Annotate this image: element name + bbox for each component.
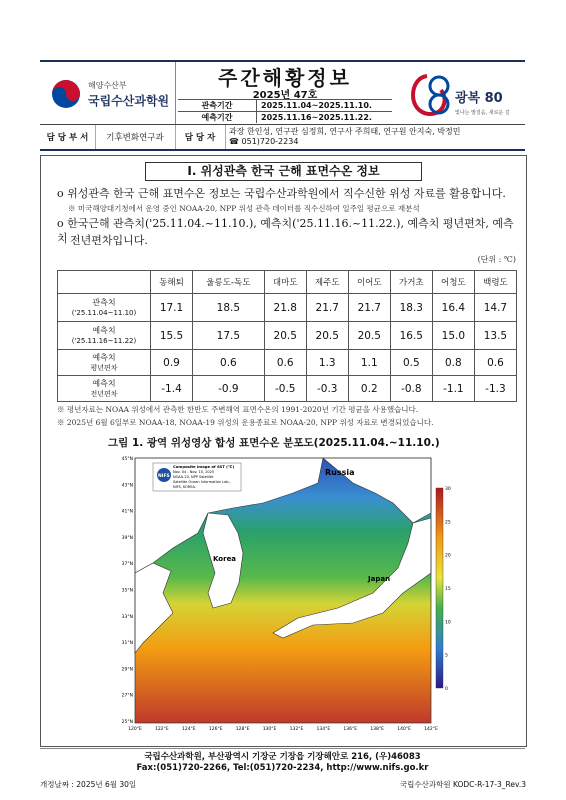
staff-phone: ☎ 051)720-2234 bbox=[229, 137, 299, 146]
latitude-label: 27°N bbox=[121, 693, 133, 699]
column-header: 제주도 bbox=[306, 271, 348, 294]
column-header: 어청도 bbox=[432, 271, 474, 294]
liberation-80-badge-icon bbox=[405, 68, 525, 124]
latitude-label: 43°N bbox=[121, 483, 133, 489]
table-header-row bbox=[58, 271, 517, 294]
latitude-label: 31°N bbox=[121, 641, 133, 647]
row-label-main: 예측치 bbox=[92, 325, 116, 335]
table-cell: 0.6 bbox=[264, 350, 306, 376]
period-table bbox=[178, 99, 392, 123]
fc-period-label: 예측기간 bbox=[178, 112, 257, 124]
table-cell: 15.0 bbox=[432, 322, 474, 350]
table-cell: 17.1 bbox=[151, 294, 193, 322]
row-label-sub: 전년편차 bbox=[90, 389, 118, 398]
latitude-ticks bbox=[122, 456, 133, 725]
legend-line-3: NOAA-20, NPP Satellite bbox=[173, 475, 214, 479]
longitude-label: 130°E bbox=[262, 727, 277, 732]
table-cell: 20.5 bbox=[264, 322, 306, 350]
longitude-label: 124°E bbox=[181, 727, 196, 732]
table-cell: -1.1 bbox=[432, 376, 474, 402]
unit-label: (단위 : ℃) bbox=[477, 255, 516, 264]
colorbar-tick-label: 5 bbox=[445, 653, 448, 659]
row-label bbox=[58, 294, 151, 322]
colorbar-tick-label: 10 bbox=[445, 620, 451, 626]
longitude-label: 128°E bbox=[235, 727, 250, 732]
longitude-label: 120°E bbox=[128, 727, 142, 732]
table-cell: 17.5 bbox=[193, 322, 265, 350]
longitude-ticks bbox=[128, 726, 438, 732]
table-cell: -0.9 bbox=[193, 376, 265, 402]
latitude-label: 25°N bbox=[121, 720, 133, 725]
legend-title: Composite image of SST (℃) bbox=[173, 464, 235, 469]
longitude-label: 140°E bbox=[397, 727, 411, 732]
section-title: I. 위성관측 한국 근해 표면수온 정보 bbox=[145, 162, 422, 181]
sst-table bbox=[57, 270, 517, 402]
column-header: 울릉도-독도 bbox=[193, 271, 265, 294]
latitude-label: 35°N bbox=[121, 588, 133, 594]
institute-name: 국립수산과학원 bbox=[88, 94, 170, 108]
table-cell: 21.7 bbox=[306, 294, 348, 322]
row-label-main: 관측치 bbox=[92, 297, 116, 307]
longitude-label: 126°E bbox=[208, 727, 223, 732]
column-header: 동해퇴 bbox=[151, 271, 193, 294]
table-row bbox=[58, 322, 517, 350]
column-header: 이어도 bbox=[348, 271, 390, 294]
row-label bbox=[58, 322, 151, 350]
label-japan: Japan bbox=[368, 575, 391, 583]
note-1: ※ 미국해양대기청에서 운영 중인 NOAA-20, NPP 위성 관측 데이터를 직수신하여 일주일 평균으로 재분석 bbox=[68, 204, 420, 213]
badge-subtext: 빛나는 발걸음, 새로운 길 bbox=[455, 110, 510, 116]
nifs-text: NIFS bbox=[158, 474, 170, 479]
footer bbox=[40, 748, 525, 774]
footer-address: 국립수산과학원, 부산광역시 기장군 기장읍 기장해안로 216, (우)46083 bbox=[144, 752, 421, 762]
table-cell: 18.3 bbox=[390, 294, 432, 322]
latitude-label: 37°N bbox=[121, 562, 133, 568]
table-cell: -0.5 bbox=[264, 376, 306, 402]
colorbar-tick-label: 0 bbox=[445, 687, 448, 692]
dept-value: 기후변화연구과 bbox=[95, 125, 176, 149]
row-label-sub: 평년편차 bbox=[90, 363, 118, 372]
table-cell: 1.3 bbox=[306, 350, 348, 376]
page-title: 주간해황정보 bbox=[218, 66, 352, 90]
longitude-label: 132°E bbox=[289, 727, 304, 732]
footnote-1: ※ 평년자료는 NOAA 위성에서 관측한 한반도 주변해역 표면수온의 1991-2020년 기간 평균을 사용했습니다. bbox=[57, 405, 419, 414]
staff-label: 담 당 자 bbox=[175, 125, 226, 149]
table-corner bbox=[58, 271, 151, 294]
latitude-label: 33°N bbox=[121, 614, 133, 620]
row-label bbox=[58, 350, 151, 376]
legend-line-5: NIFS, KOREA. bbox=[173, 485, 196, 489]
table-cell: -0.3 bbox=[306, 376, 348, 402]
latitude-label: 45°N bbox=[121, 457, 133, 462]
table-cell: 16.4 bbox=[432, 294, 474, 322]
fc-period-value: 2025.11.16~2025.11.22. bbox=[257, 112, 393, 124]
table-cell: 14.7 bbox=[474, 294, 516, 322]
footnote-2: ※ 2025년 6월 6일부로 NOAA-18, NOAA-19 위성의 운용종료로 NOAA-20, NPP 위성 자료로 변경되었습니다. bbox=[57, 418, 434, 427]
table-row bbox=[58, 376, 517, 402]
footer-contact: Fax:(051)720-2266, Tel:(051)720-2234, http://www.nifs.go.kr bbox=[136, 763, 429, 773]
ministry-name: 해양수산부 bbox=[88, 81, 127, 90]
column-header: 대마도 bbox=[264, 271, 306, 294]
table-row bbox=[58, 294, 517, 322]
table-cell: 0.6 bbox=[193, 350, 265, 376]
table-cell: 0.8 bbox=[432, 350, 474, 376]
table-cell: 20.5 bbox=[306, 322, 348, 350]
obs-period-value: 2025.11.04~2025.11.10. bbox=[257, 100, 393, 112]
longitude-label: 134°E bbox=[316, 727, 331, 732]
department-row bbox=[40, 124, 525, 151]
staff-names: 과장 한인성, 연구관 심정희, 연구사 주희태, 연구원 안지숙, 박정민 bbox=[229, 127, 461, 136]
colorbar-ticks bbox=[445, 486, 451, 692]
column-header: 가거초 bbox=[390, 271, 432, 294]
longitude-label: 122°E bbox=[155, 727, 169, 732]
table-cell: 20.5 bbox=[348, 322, 390, 350]
table-cell: 21.7 bbox=[348, 294, 390, 322]
latitude-label: 29°N bbox=[121, 667, 133, 673]
longitude-label: 138°E bbox=[370, 727, 385, 732]
obs-period-label: 관측기간 bbox=[178, 100, 257, 112]
table-cell: 18.5 bbox=[193, 294, 265, 322]
longitude-label: 142°E bbox=[424, 727, 438, 732]
colorbar-tick-label: 15 bbox=[445, 587, 451, 592]
dept-label: 담 당 부 서 bbox=[40, 125, 96, 149]
figure-caption: 그림 1. 광역 위성영상 합성 표면수온 분포도(2025.11.04.~11.10.) bbox=[108, 437, 440, 449]
table-cell: 13.5 bbox=[474, 322, 516, 350]
table-cell: 16.5 bbox=[390, 322, 432, 350]
revision-date: 개정날짜 : 2025년 6월 30일 bbox=[40, 780, 137, 789]
table-cell: -1.4 bbox=[151, 376, 193, 402]
label-russia: Russia bbox=[325, 468, 355, 477]
column-header: 백령도 bbox=[474, 271, 516, 294]
label-korea: Korea bbox=[213, 555, 237, 563]
latitude-label: 39°N bbox=[121, 535, 133, 541]
latitude-label: 41°N bbox=[121, 509, 133, 515]
colorbar-tick-label: 20 bbox=[445, 553, 451, 559]
staff-value bbox=[225, 125, 529, 149]
table-cell: 0.9 bbox=[151, 350, 193, 376]
bullet-2-line-2: 전년편차입니다. bbox=[70, 234, 148, 247]
table-cell: -0.8 bbox=[390, 376, 432, 402]
table-cell: 15.5 bbox=[151, 322, 193, 350]
row-label-sub: ('25.11.16~11.22) bbox=[71, 336, 137, 345]
table-row bbox=[58, 350, 517, 376]
longitude-label: 136°E bbox=[343, 727, 358, 732]
legend-line-4: Satellite Ocean Information Lab., bbox=[173, 480, 231, 484]
colorbar bbox=[436, 488, 443, 688]
table-cell: 0.6 bbox=[474, 350, 516, 376]
table-cell: 0.2 bbox=[348, 376, 390, 402]
bullet-2-line-1: o 한국근해 관측치('25.11.04.~11.10.), 예측치('25.11.16.~11.22.), 예측치 평년편차, 예측치 bbox=[57, 217, 514, 245]
badge-text: 광복 80 bbox=[455, 91, 503, 106]
table-cell: 1.1 bbox=[348, 350, 390, 376]
row-label-sub: ('25.11.04~11.10) bbox=[71, 308, 137, 317]
taeguk-logo-icon bbox=[50, 78, 82, 110]
document-code: 국립수산과학원 KODC-R-17-3_Rev.3 bbox=[399, 780, 526, 789]
table-cell: 0.5 bbox=[390, 350, 432, 376]
sst-map bbox=[113, 453, 456, 733]
legend-line-2: Nov. 04 - Nov. 10, 2025 bbox=[173, 470, 215, 474]
row-label-main: 예측치 bbox=[92, 352, 116, 362]
colorbar-tick-label: 25 bbox=[445, 520, 451, 526]
row-label-main: 예측치 bbox=[92, 378, 116, 388]
colorbar-tick-label: 30 bbox=[445, 487, 451, 492]
table-cell: 21.8 bbox=[264, 294, 306, 322]
row-label bbox=[58, 376, 151, 402]
bullet-1: o 위성관측 한국 근해 표면수온 정보는 국립수산과학원에서 직수신한 위성 자료를 활용합니다. bbox=[57, 187, 506, 200]
table-cell: -1.3 bbox=[474, 376, 516, 402]
table-body bbox=[58, 294, 517, 402]
issue-number: 2025년 47호 bbox=[252, 90, 318, 101]
